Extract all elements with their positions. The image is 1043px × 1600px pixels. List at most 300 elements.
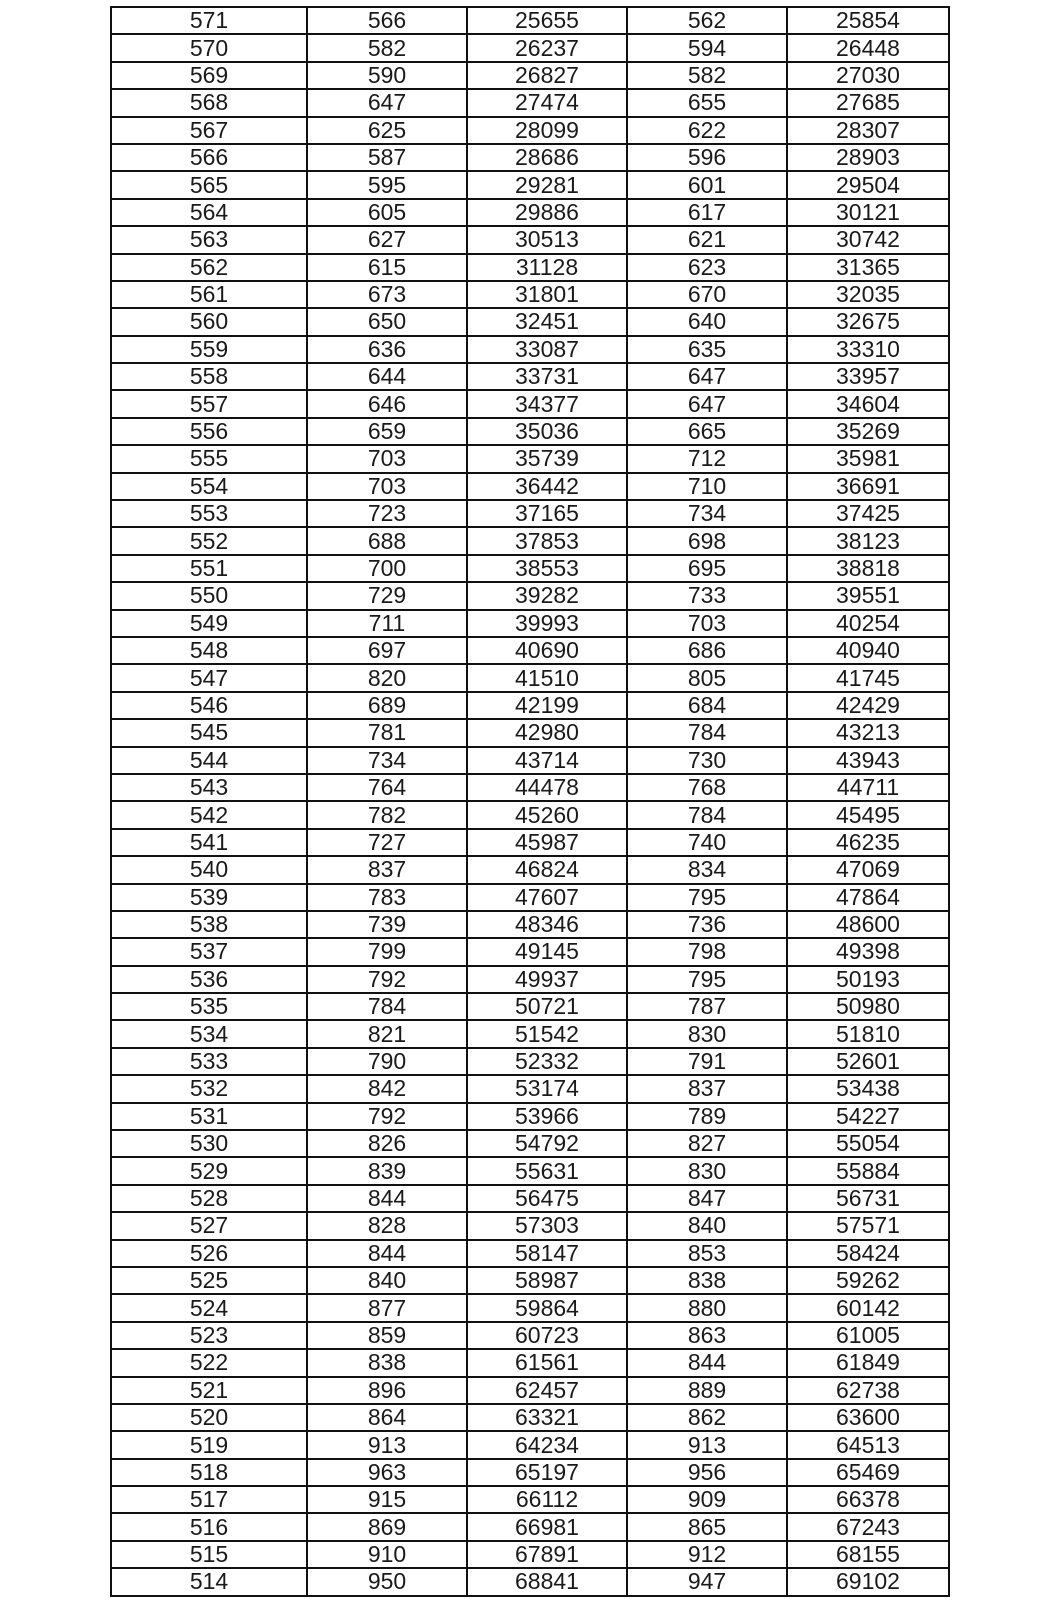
table-row: [111, 1048, 949, 1075]
cumulative-cell-b: 38818: [787, 555, 949, 582]
cumulative-cell-b: 28307: [787, 117, 949, 144]
table-row: [111, 1075, 949, 1102]
table-row: [111, 938, 949, 965]
score-distribution-table: [110, 6, 950, 1597]
count-cell-a: 877: [307, 1294, 467, 1321]
count-cell-a: 826: [307, 1130, 467, 1157]
score-cell: 537: [111, 938, 307, 965]
count-cell-a: 896: [307, 1377, 467, 1404]
cumulative-cell-b: 35981: [787, 445, 949, 472]
score-cell: 547: [111, 664, 307, 691]
cumulative-cell-b: 51810: [787, 1020, 949, 1047]
cumulative-cell-b: 61005: [787, 1322, 949, 1349]
count-cell-a: 673: [307, 281, 467, 308]
cumulative-cell-b: 40940: [787, 637, 949, 664]
cumulative-cell-a: 33731: [467, 363, 627, 390]
count-cell-a: 950: [307, 1568, 467, 1595]
table-row: [111, 610, 949, 637]
count-cell-a: 799: [307, 938, 467, 965]
count-cell-b: 582: [627, 62, 787, 89]
cumulative-cell-b: 55884: [787, 1157, 949, 1184]
cumulative-cell-a: 65197: [467, 1459, 627, 1486]
count-cell-b: 853: [627, 1240, 787, 1267]
count-cell-a: 646: [307, 390, 467, 417]
score-cell: 525: [111, 1267, 307, 1294]
cumulative-cell-a: 47607: [467, 884, 627, 911]
cumulative-cell-b: 32675: [787, 308, 949, 335]
cumulative-cell-b: 53438: [787, 1075, 949, 1102]
table-row: [111, 226, 949, 253]
cumulative-cell-a: 45987: [467, 829, 627, 856]
count-cell-a: 727: [307, 829, 467, 856]
score-cell: 569: [111, 62, 307, 89]
table-row: [111, 1157, 949, 1184]
count-cell-b: 594: [627, 34, 787, 61]
cumulative-cell-b: 68155: [787, 1541, 949, 1568]
cumulative-cell-a: 42980: [467, 719, 627, 746]
cumulative-cell-a: 37165: [467, 500, 627, 527]
table-row: [111, 1294, 949, 1321]
count-cell-a: 700: [307, 555, 467, 582]
count-cell-a: 625: [307, 117, 467, 144]
table-row: [111, 719, 949, 746]
table-row: [111, 774, 949, 801]
count-cell-a: 764: [307, 774, 467, 801]
cumulative-cell-a: 53966: [467, 1103, 627, 1130]
cumulative-cell-a: 66112: [467, 1486, 627, 1513]
score-cell: 516: [111, 1513, 307, 1540]
table-row: [111, 1404, 949, 1431]
cumulative-cell-b: 50193: [787, 966, 949, 993]
count-cell-b: 784: [627, 719, 787, 746]
count-cell-b: 830: [627, 1020, 787, 1047]
count-cell-b: 733: [627, 582, 787, 609]
count-cell-a: 821: [307, 1020, 467, 1047]
cumulative-cell-a: 39993: [467, 610, 627, 637]
table-row: [111, 500, 949, 527]
cumulative-cell-a: 25655: [467, 7, 627, 34]
count-cell-a: 792: [307, 1103, 467, 1130]
count-cell-a: 689: [307, 692, 467, 719]
count-cell-b: 912: [627, 1541, 787, 1568]
score-cell: 522: [111, 1349, 307, 1376]
count-cell-b: 698: [627, 527, 787, 554]
cumulative-cell-b: 65469: [787, 1459, 949, 1486]
score-cell: 539: [111, 884, 307, 911]
table-row: [111, 308, 949, 335]
table-row: [111, 993, 949, 1020]
table-row: [111, 692, 949, 719]
cumulative-cell-b: 32035: [787, 281, 949, 308]
score-cell: 564: [111, 199, 307, 226]
cumulative-cell-a: 42199: [467, 692, 627, 719]
count-cell-b: 956: [627, 1459, 787, 1486]
cumulative-cell-b: 45495: [787, 801, 949, 828]
count-cell-a: 783: [307, 884, 467, 911]
score-cell: 563: [111, 226, 307, 253]
cumulative-cell-a: 53174: [467, 1075, 627, 1102]
count-cell-b: 840: [627, 1212, 787, 1239]
count-cell-a: 844: [307, 1240, 467, 1267]
cumulative-cell-a: 31801: [467, 281, 627, 308]
cumulative-cell-a: 56475: [467, 1185, 627, 1212]
count-cell-a: 782: [307, 801, 467, 828]
table-row: [111, 1459, 949, 1486]
score-cell: 556: [111, 418, 307, 445]
count-cell-b: 795: [627, 884, 787, 911]
table-row: [111, 89, 949, 116]
count-cell-b: 838: [627, 1267, 787, 1294]
count-cell-b: 647: [627, 363, 787, 390]
cumulative-cell-b: 36691: [787, 473, 949, 500]
count-cell-b: 655: [627, 89, 787, 116]
cumulative-cell-a: 43714: [467, 747, 627, 774]
count-cell-a: 647: [307, 89, 467, 116]
cumulative-cell-b: 69102: [787, 1568, 949, 1595]
count-cell-a: 828: [307, 1212, 467, 1239]
count-cell-b: 665: [627, 418, 787, 445]
cumulative-cell-b: 43213: [787, 719, 949, 746]
table-row: [111, 1185, 949, 1212]
count-cell-a: 844: [307, 1185, 467, 1212]
count-cell-a: 864: [307, 1404, 467, 1431]
table-row: [111, 747, 949, 774]
score-cell: 549: [111, 610, 307, 637]
cumulative-cell-a: 59864: [467, 1294, 627, 1321]
cumulative-cell-b: 55054: [787, 1130, 949, 1157]
table-row: [111, 1322, 949, 1349]
cumulative-cell-a: 31128: [467, 254, 627, 281]
count-cell-b: 834: [627, 856, 787, 883]
table-row: [111, 1349, 949, 1376]
cumulative-cell-a: 60723: [467, 1322, 627, 1349]
score-cell: 520: [111, 1404, 307, 1431]
score-cell: 517: [111, 1486, 307, 1513]
score-cell: 567: [111, 117, 307, 144]
cumulative-cell-a: 49937: [467, 966, 627, 993]
count-cell-a: 734: [307, 747, 467, 774]
count-cell-a: 869: [307, 1513, 467, 1540]
cumulative-cell-a: 27474: [467, 89, 627, 116]
table-row: [111, 1240, 949, 1267]
cumulative-cell-a: 35739: [467, 445, 627, 472]
count-cell-a: 650: [307, 308, 467, 335]
table-row: [111, 62, 949, 89]
cumulative-cell-b: 63600: [787, 1404, 949, 1431]
cumulative-cell-b: 27685: [787, 89, 949, 116]
score-cell: 546: [111, 692, 307, 719]
cumulative-cell-a: 28686: [467, 144, 627, 171]
table-row: [111, 582, 949, 609]
cumulative-cell-b: 44711: [787, 774, 949, 801]
cumulative-cell-a: 55631: [467, 1157, 627, 1184]
count-cell-a: 587: [307, 144, 467, 171]
count-cell-a: 703: [307, 445, 467, 472]
count-cell-b: 712: [627, 445, 787, 472]
score-cell: 548: [111, 637, 307, 664]
score-cell: 553: [111, 500, 307, 527]
cumulative-cell-b: 43943: [787, 747, 949, 774]
cumulative-cell-a: 28099: [467, 117, 627, 144]
score-cell: 565: [111, 171, 307, 198]
cumulative-cell-a: 62457: [467, 1377, 627, 1404]
score-distribution-table-container: [110, 6, 948, 1597]
cumulative-cell-b: 62738: [787, 1377, 949, 1404]
cumulative-cell-b: 60142: [787, 1294, 949, 1321]
cumulative-cell-a: 63321: [467, 1404, 627, 1431]
count-cell-a: 688: [307, 527, 467, 554]
score-cell: 550: [111, 582, 307, 609]
cumulative-cell-b: 57571: [787, 1212, 949, 1239]
count-cell-b: 947: [627, 1568, 787, 1595]
table-row: [111, 527, 949, 554]
cumulative-cell-b: 50980: [787, 993, 949, 1020]
score-cell: 545: [111, 719, 307, 746]
table-row: [111, 7, 949, 34]
count-cell-a: 842: [307, 1075, 467, 1102]
cumulative-cell-b: 42429: [787, 692, 949, 719]
cumulative-cell-b: 33310: [787, 336, 949, 363]
table-row: [111, 1103, 949, 1130]
cumulative-cell-b: 30121: [787, 199, 949, 226]
score-cell: 518: [111, 1459, 307, 1486]
cumulative-cell-b: 48600: [787, 911, 949, 938]
table-row: [111, 856, 949, 883]
cumulative-cell-a: 46824: [467, 856, 627, 883]
count-cell-a: 913: [307, 1431, 467, 1458]
score-cell: 529: [111, 1157, 307, 1184]
cumulative-cell-b: 33957: [787, 363, 949, 390]
table-row: [111, 829, 949, 856]
count-cell-b: 703: [627, 610, 787, 637]
count-cell-b: 768: [627, 774, 787, 801]
table-row: [111, 1431, 949, 1458]
count-cell-b: 787: [627, 993, 787, 1020]
count-cell-a: 595: [307, 171, 467, 198]
score-cell: 554: [111, 473, 307, 500]
count-cell-a: 644: [307, 363, 467, 390]
cumulative-cell-a: 36442: [467, 473, 627, 500]
count-cell-a: 703: [307, 473, 467, 500]
cumulative-cell-a: 68841: [467, 1568, 627, 1595]
count-cell-a: 781: [307, 719, 467, 746]
table-row: [111, 1486, 949, 1513]
count-cell-a: 627: [307, 226, 467, 253]
score-cell: 552: [111, 527, 307, 554]
score-cell: 543: [111, 774, 307, 801]
count-cell-b: 844: [627, 1349, 787, 1376]
cumulative-cell-b: 28903: [787, 144, 949, 171]
count-cell-b: 621: [627, 226, 787, 253]
count-cell-a: 839: [307, 1157, 467, 1184]
cumulative-cell-a: 50721: [467, 993, 627, 1020]
cumulative-cell-a: 58147: [467, 1240, 627, 1267]
table-row: [111, 1377, 949, 1404]
table-row: [111, 1541, 949, 1568]
count-cell-a: 711: [307, 610, 467, 637]
count-cell-b: 865: [627, 1513, 787, 1540]
cumulative-cell-a: 52332: [467, 1048, 627, 1075]
count-cell-b: 913: [627, 1431, 787, 1458]
score-cell: 568: [111, 89, 307, 116]
score-cell: 557: [111, 390, 307, 417]
count-cell-b: 686: [627, 637, 787, 664]
count-cell-a: 566: [307, 7, 467, 34]
table-row: [111, 664, 949, 691]
cumulative-cell-b: 30742: [787, 226, 949, 253]
score-cell: 551: [111, 555, 307, 582]
count-cell-b: 798: [627, 938, 787, 965]
score-cell: 544: [111, 747, 307, 774]
cumulative-cell-b: 59262: [787, 1267, 949, 1294]
count-cell-b: 596: [627, 144, 787, 171]
count-cell-b: 617: [627, 199, 787, 226]
count-cell-a: 792: [307, 966, 467, 993]
score-cell: 530: [111, 1130, 307, 1157]
count-cell-a: 838: [307, 1349, 467, 1376]
cumulative-cell-a: 34377: [467, 390, 627, 417]
count-cell-b: 562: [627, 7, 787, 34]
table-row: [111, 1568, 949, 1595]
cumulative-cell-b: 58424: [787, 1240, 949, 1267]
cumulative-cell-b: 40254: [787, 610, 949, 637]
score-cell: 528: [111, 1185, 307, 1212]
count-cell-a: 837: [307, 856, 467, 883]
cumulative-cell-a: 45260: [467, 801, 627, 828]
cumulative-cell-b: 41745: [787, 664, 949, 691]
table-row: [111, 473, 949, 500]
cumulative-cell-b: 35269: [787, 418, 949, 445]
table-row: [111, 555, 949, 582]
table-row: [111, 171, 949, 198]
score-cell: 515: [111, 1541, 307, 1568]
count-cell-b: 670: [627, 281, 787, 308]
score-cell: 559: [111, 336, 307, 363]
cumulative-cell-b: 27030: [787, 62, 949, 89]
count-cell-b: 730: [627, 747, 787, 774]
count-cell-a: 910: [307, 1541, 467, 1568]
count-cell-b: 647: [627, 390, 787, 417]
cumulative-cell-b: 66378: [787, 1486, 949, 1513]
count-cell-b: 827: [627, 1130, 787, 1157]
cumulative-cell-b: 54227: [787, 1103, 949, 1130]
count-cell-b: 889: [627, 1377, 787, 1404]
count-cell-a: 915: [307, 1486, 467, 1513]
cumulative-cell-a: 57303: [467, 1212, 627, 1239]
count-cell-a: 590: [307, 62, 467, 89]
cumulative-cell-b: 46235: [787, 829, 949, 856]
cumulative-cell-b: 31365: [787, 254, 949, 281]
score-cell: 560: [111, 308, 307, 335]
cumulative-cell-b: 29504: [787, 171, 949, 198]
count-cell-b: 791: [627, 1048, 787, 1075]
count-cell-b: 784: [627, 801, 787, 828]
count-cell-a: 615: [307, 254, 467, 281]
cumulative-cell-b: 37425: [787, 500, 949, 527]
table-row: [111, 1020, 949, 1047]
count-cell-b: 695: [627, 555, 787, 582]
count-cell-b: 710: [627, 473, 787, 500]
count-cell-b: 734: [627, 500, 787, 527]
cumulative-cell-a: 38553: [467, 555, 627, 582]
table-row: [111, 254, 949, 281]
count-cell-a: 605: [307, 199, 467, 226]
score-cell: 571: [111, 7, 307, 34]
count-cell-b: 601: [627, 171, 787, 198]
cumulative-cell-a: 54792: [467, 1130, 627, 1157]
count-cell-a: 729: [307, 582, 467, 609]
score-cell: 523: [111, 1322, 307, 1349]
cumulative-cell-a: 37853: [467, 527, 627, 554]
count-cell-a: 840: [307, 1267, 467, 1294]
count-cell-b: 635: [627, 336, 787, 363]
count-cell-a: 582: [307, 34, 467, 61]
count-cell-a: 723: [307, 500, 467, 527]
score-cell: 524: [111, 1294, 307, 1321]
table-row: [111, 884, 949, 911]
cumulative-cell-a: 26827: [467, 62, 627, 89]
table-row: [111, 281, 949, 308]
cumulative-cell-a: 29281: [467, 171, 627, 198]
score-cell: 533: [111, 1048, 307, 1075]
score-cell: 555: [111, 445, 307, 472]
cumulative-cell-a: 67891: [467, 1541, 627, 1568]
cumulative-cell-a: 29886: [467, 199, 627, 226]
count-cell-b: 837: [627, 1075, 787, 1102]
table-row: [111, 911, 949, 938]
table-row: [111, 199, 949, 226]
cumulative-cell-a: 44478: [467, 774, 627, 801]
table-row: [111, 1212, 949, 1239]
score-cell: 536: [111, 966, 307, 993]
cumulative-cell-b: 52601: [787, 1048, 949, 1075]
cumulative-cell-a: 41510: [467, 664, 627, 691]
table-row: [111, 418, 949, 445]
cumulative-cell-a: 39282: [467, 582, 627, 609]
cumulative-cell-a: 30513: [467, 226, 627, 253]
cumulative-cell-b: 25854: [787, 7, 949, 34]
cumulative-cell-a: 48346: [467, 911, 627, 938]
cumulative-cell-b: 34604: [787, 390, 949, 417]
cumulative-cell-a: 66981: [467, 1513, 627, 1540]
count-cell-b: 789: [627, 1103, 787, 1130]
score-cell: 535: [111, 993, 307, 1020]
cumulative-cell-b: 47069: [787, 856, 949, 883]
score-cell: 540: [111, 856, 307, 883]
table-row: [111, 390, 949, 417]
count-cell-b: 805: [627, 664, 787, 691]
score-cell: 521: [111, 1377, 307, 1404]
cumulative-cell-a: 33087: [467, 336, 627, 363]
cumulative-cell-b: 39551: [787, 582, 949, 609]
count-cell-a: 739: [307, 911, 467, 938]
cumulative-cell-a: 35036: [467, 418, 627, 445]
count-cell-b: 684: [627, 692, 787, 719]
count-cell-b: 640: [627, 308, 787, 335]
score-cell: 527: [111, 1212, 307, 1239]
count-cell-b: 830: [627, 1157, 787, 1184]
table-row: [111, 445, 949, 472]
score-cell: 562: [111, 254, 307, 281]
cumulative-cell-a: 49145: [467, 938, 627, 965]
count-cell-b: 862: [627, 1404, 787, 1431]
score-cell: 514: [111, 1568, 307, 1595]
score-cell: 570: [111, 34, 307, 61]
table-row: [111, 117, 949, 144]
count-cell-a: 790: [307, 1048, 467, 1075]
cumulative-cell-a: 40690: [467, 637, 627, 664]
table-row: [111, 966, 949, 993]
